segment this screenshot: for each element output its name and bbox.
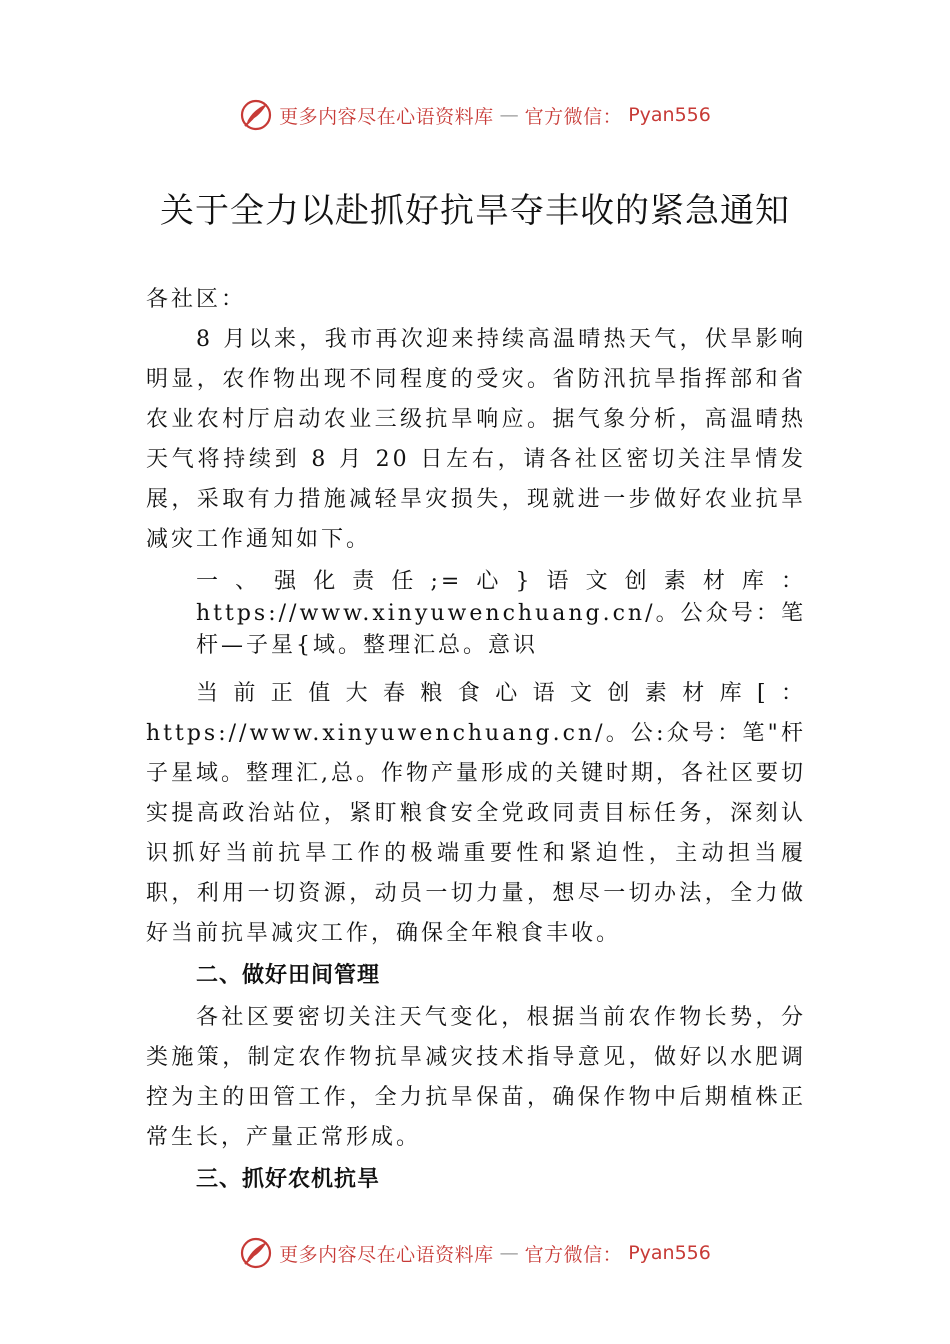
section-2-heading: 二、做好田间管理 [196,963,381,988]
quill-logo-icon [239,98,273,132]
quill-logo-icon [239,1236,273,1270]
footer-watermark [0,1233,950,1273]
watermark-text: 更多内容尽在心语资料库 [279,1243,494,1266]
section-3-heading: 三、抓好农机抗旱 [196,1167,381,1192]
header-watermark [0,95,950,135]
intro-paragraph: 8 月以来，我市再次迎来持续高温晴热天气，伏旱影响明显，农作物出现不同程度的受灾。省防汛抗旱指挥部和省农业农村厅启动农业三级抗旱响应。据气象分析，高温晴热天气将持续到 8 月 20 日左右，请各社区密切关注旱情发展，采取有力措施减轻旱灾损失，现就进一步做好农业抗旱减灾工作通知如下。 [146,327,806,552]
watermark-label: 官方微信： [524,1243,623,1266]
watermark-dash: — [499,1242,519,1264]
section-1-heading: 一、强化责任;=心}语文创素材库：https://www.xinyuwenchuang.cn/。公众号：笔杆—子星{域。整理汇总。意识 [196,569,806,658]
watermark-account: Pyan556 [628,1242,711,1264]
watermark-text: 更多内容尽在心语资料库 [279,105,494,128]
watermark-label: 官方微信： [524,105,623,128]
section-1-body: 当前正值大春粮食心语文创素材库[：https://www.xinyuwenchuang.cn/。公:众号：笔"杆子星域。整理汇,总。作物产量形成的关键时期，各社区要切实提高政治站位，紧盯粮食安全党政同责目标任务，深刻认识抓好当前抗旱工作的极端重要性和紧迫性，主动担当履职，利用一切资源，动员一切力量，想尽一切办法，全力做好当前抗旱减灾工作，确保全年粮食丰收。 [146,681,806,946]
salutation: 各社区： [146,287,247,312]
document-body [146,280,806,1202]
document-title: 关于全力以赴抓好抗旱夺丰收的紧急通知 [160,191,790,231]
watermark-account: Pyan556 [628,104,711,126]
watermark-dash: — [499,104,519,126]
section-2-body: 各社区要密切关注天气变化，根据当前农作物长势，分类施策，制定农作物抗旱减灾技术指导意见，做好以水肥调控为主的田管工作，全力抗旱保苗，确保作物中后期植株正常生长，产量正常形成。 [146,1005,806,1150]
